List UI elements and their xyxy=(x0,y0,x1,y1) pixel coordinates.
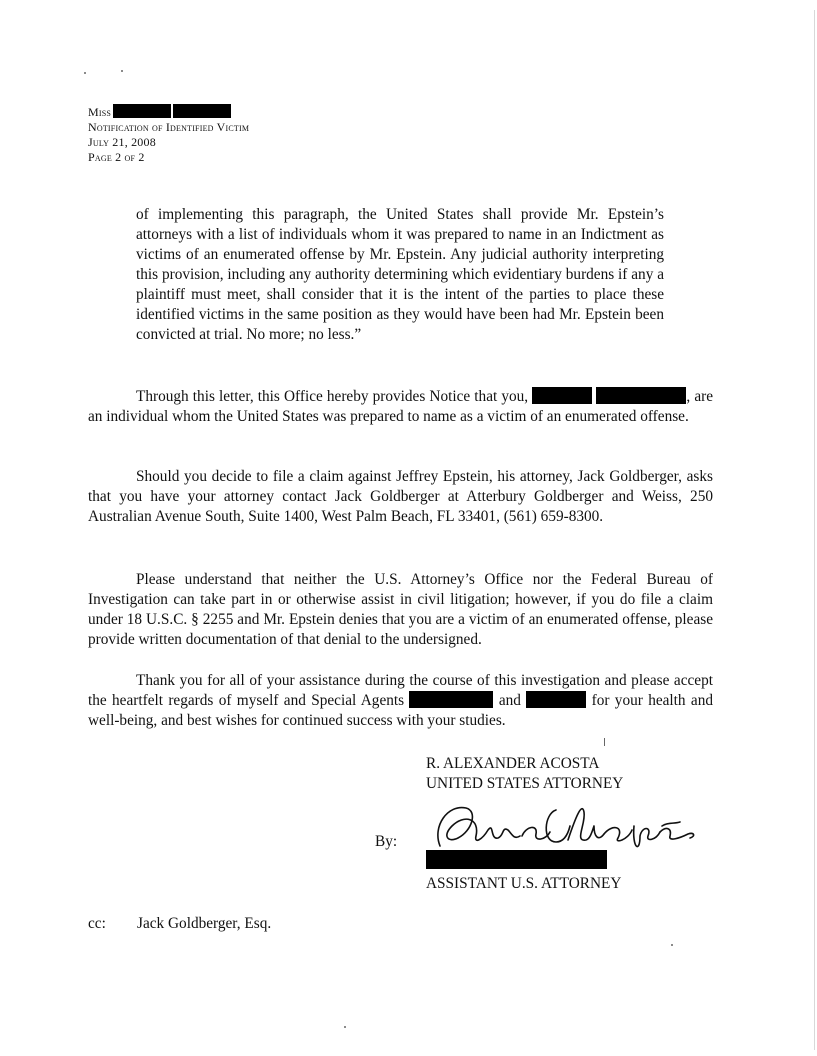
civil-litigation-paragraph xyxy=(88,570,713,650)
letter-subject: Notification of Identified Victim xyxy=(88,120,250,134)
redaction-block xyxy=(596,387,686,404)
letter-date: July 21, 2008 xyxy=(88,135,156,149)
paragraph-text: Through this letter, this Office hereby provides Notice that you, xyxy=(136,388,529,405)
quoted-paragraph xyxy=(136,205,664,345)
handwritten-signature xyxy=(418,796,698,856)
paragraph-text: , are an individual whom the United States was prepared to name as a victim of an enumerated offense. xyxy=(88,388,714,425)
cc-recipient: Jack Goldberger, Esq. xyxy=(137,915,272,932)
by-label: By: xyxy=(375,833,398,850)
signatory-title: UNITED STATES ATTORNEY xyxy=(426,775,624,792)
cc-label: cc: xyxy=(88,915,106,932)
redaction-block xyxy=(532,387,592,404)
letter-header xyxy=(88,104,249,165)
signatory-role: ASSISTANT U.S. ATTORNEY xyxy=(426,875,622,892)
scan-speck xyxy=(671,944,673,946)
redaction-block xyxy=(173,104,231,118)
paragraph-text: Thank you for all of your assistance during the course of this investigation and please accept the heartfelt regards of myself and Special Agents xyxy=(88,672,713,709)
redaction-block xyxy=(426,850,607,869)
paragraph-text: Please understand that neither the U.S. Attorney’s Office nor the Federal Bureau of Investigation can take part in or otherwise assist in civil litigation; however, if you do file a claim under 18 U.S.C. § 2255 and Mr. Epstein denies that you are a victim of an enumerated offense, please provide written documentation of that denial to the undersigned. xyxy=(88,571,713,648)
recipient-line xyxy=(88,104,249,120)
claim-paragraph xyxy=(88,467,713,527)
redaction-block xyxy=(113,104,171,118)
scan-speck xyxy=(344,1026,346,1028)
paragraph-text: of implementing this paragraph, the United States shall provide Mr. Epstein’s attorneys with a list of individuals whom it was prepared to name in an Indictment as victims of an enumerated offense by Mr. Epstein. Any judicial authority interpreting this provision, including any authority determining which evidentiary burdens if any a plaintiff must meet, shall consider that it is the intent of the parties to place these identified victims in the same position as they would have been had Mr. Epstein been convicted at trial. No more; no less.” xyxy=(136,206,664,343)
notice-paragraph xyxy=(88,387,713,427)
paragraph-text: Should you decide to file a claim against Jeffrey Epstein, his attorney, Jack Goldberger, asks that you have your attorney contact Jack Goldberger at Atterbury Goldberger and Weiss, 250 Australian Avenue South, Suite 1400, West Palm Beach, FL 33401, (561) 659-8300. xyxy=(88,468,713,525)
scan-speck xyxy=(121,70,123,72)
scan-speck xyxy=(84,72,86,74)
paragraph-text: and xyxy=(498,692,521,709)
redaction-block xyxy=(409,691,493,708)
signatory-name: R. ALEXANDER ACOSTA xyxy=(426,755,600,772)
scan-edge-line xyxy=(814,10,815,1050)
paragraph-text: for your health and well-being, and best wishes for continued success with your studies. xyxy=(88,692,714,729)
page-number: Page 2 of 2 xyxy=(88,150,145,164)
scan-speck xyxy=(604,738,605,746)
redaction-block xyxy=(526,691,586,708)
salutation: Miss xyxy=(88,105,112,119)
closing-paragraph xyxy=(88,671,713,731)
